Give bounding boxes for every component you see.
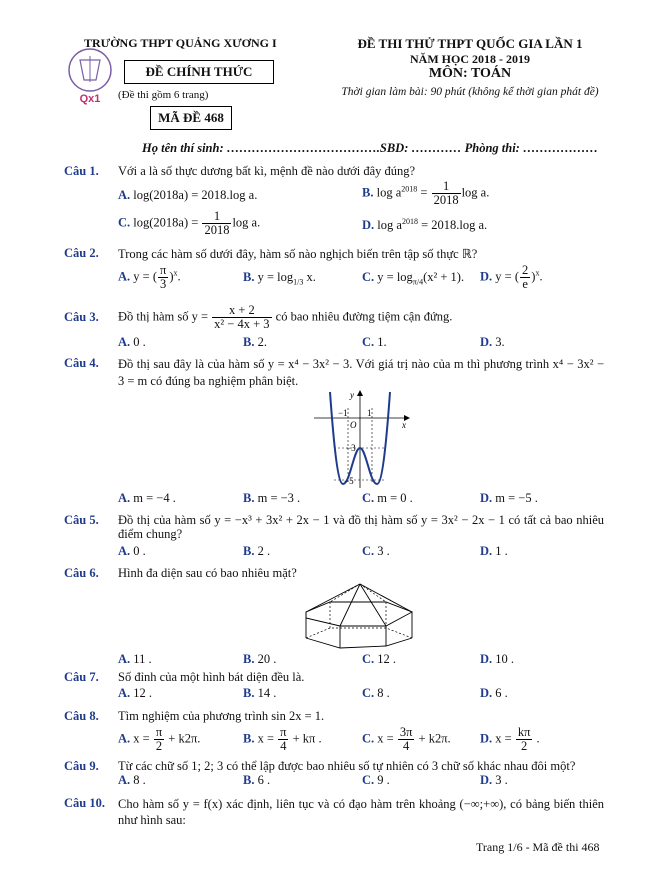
school-logo [64, 46, 116, 106]
q7-option-d[interactable]: D. 6 . [480, 686, 508, 700]
question-text: Cho hàm số y = f(x) xác định, liên tục và có đạo hàm trên khoảng (−∞;+∞), có bảng biến thiên như hình sau: [118, 797, 604, 827]
time-note: Thời gian làm bài: 90 phút (không kể thời gian phát đề) [341, 86, 599, 98]
q5-option-a[interactable]: A. 0 . [118, 544, 146, 558]
school-name: TRƯỜNG THPT QUẢNG XƯƠNG I [84, 36, 277, 50]
logo-text: Qx1 [79, 93, 101, 105]
question-9: Câu 9. Từ các chữ số 1; 2; 3 có thể lập được bao nhiêu số tự nhiên có 3 chữ số khác nhau đôi một? [64, 759, 99, 774]
question-text: Trong các hàm số dưới đây, hàm số nào nghịch biến trên tập số thực ℝ? [118, 247, 478, 261]
question-6: Câu 6. Hình đa diện sau có bao nhiêu mặt? [64, 566, 99, 581]
q3-option-c[interactable]: C. 1. [362, 335, 387, 349]
question-3: Câu 3. Đồ thị hàm số y = $\frac{x + 2}{\text{x² − 4x + 3}}$ có bao nhiêu đường tiệm cận đứng. [64, 303, 453, 332]
q5-option-d[interactable]: D. 1 . [480, 544, 508, 558]
q4-option-c[interactable]: C. m = 0 . [362, 491, 413, 505]
q7-option-c[interactable]: C. 8 . [362, 686, 390, 700]
q5-option-c[interactable]: C. 3 . [362, 544, 390, 558]
q1-option-c[interactable]: C. log(2018a) = $\frac{1}{2018}$ log a. [118, 209, 261, 238]
candidate-line: Họ tên thí sinh: ……………………………….SBD: ………… Phòng thi: ……………… [142, 141, 598, 155]
q2-option-d[interactable]: D. y = ( $\frac{2}{e}$ )$^x$. [480, 263, 543, 292]
q3-option-d[interactable]: D. 3. [480, 335, 505, 349]
question-4: Câu 4. Đồ thị sau đây là của hàm số y = x⁴ − 3x² − 3. Với giá trị nào của m thì phương trình x⁴ − 3x² − 3 = m có đúng ba nghiệm phân biệt. [64, 356, 604, 388]
q3-option-b[interactable]: B. 2. [243, 335, 267, 349]
question-5: Câu 5. Đồ thị của hàm số y = −x³ + 3x² + 2x − 1 và đồ thị hàm số y = 3x² − 2x − 1 có tất cả bao nhiêu điểm chung? [64, 513, 604, 541]
exam-code-box: MÃ ĐỀ 468 [150, 106, 232, 130]
question-text: Đồ thị sau đây là của hàm số y = x⁴ − 3x² − 3. Với giá trị nào của m thì phương trình x⁴ − 3x² − 3 = m có đúng ba nghiệm phân biệt. [118, 357, 604, 388]
question-2: Câu 2. Trong các hàm số dưới đây, hàm số nào nghịch biến trên tập số thực ℝ? [64, 246, 99, 261]
question-text: Đồ thị của hàm số y = −x³ + 3x² + 2x − 1 và đồ thị hàm số y = 3x² − 2x − 1 có tất cả bao nhiêu điểm chung? [118, 513, 604, 541]
q4-option-d[interactable]: D. m = −5 . [480, 491, 538, 505]
quartic-graph [306, 388, 416, 490]
q9-option-b[interactable]: B. 6 . [243, 773, 271, 787]
q2-option-a[interactable]: A. y = ( $\frac{\pi}{3}$ )$^x$. [118, 263, 181, 292]
official-box: ĐỀ CHÍNH THỨC [124, 60, 274, 84]
svg-text:O: O [350, 420, 357, 430]
question-1 [64, 164, 416, 179]
svg-text:−1: −1 [338, 408, 348, 418]
q6-option-c[interactable]: C. 12 . [362, 652, 397, 666]
q4-option-b[interactable]: B. m = −3 . [243, 491, 301, 505]
exam-title: ĐỀ THI THỬ THPT QUỐC GIA LẦN 1 [357, 36, 583, 51]
question-text: Với a là số thực dương bất kì, mệnh đề nào dưới đây đúng? [118, 164, 416, 178]
q8-option-b[interactable]: B. x = $\frac{\pi}{4}$ + kπ . [243, 725, 322, 754]
q6-option-b[interactable]: B. 20 . [243, 652, 277, 666]
q1-option-d[interactable]: D. $\log a^{2018} = 2018.\log$ a. [362, 217, 488, 233]
question-10: Câu 10. Cho hàm số y = f(x) xác định, liên tục và có đạo hàm trên khoảng (−∞;+∞), có bảng biến thiên như hình sau: [64, 796, 604, 827]
q2-option-b[interactable]: B. $y = \log_{1/3} x$. [243, 270, 316, 287]
svg-text:x: x [402, 420, 406, 430]
svg-text:−3: −3 [346, 443, 356, 453]
page-footer: Trang 1/6 - Mã đề thi 468 [476, 840, 600, 854]
subject: MÔN: TOÁN [428, 66, 512, 81]
q1-option-a[interactable]: A. log(2018a) = 2018.log a. [118, 188, 258, 202]
question-text: Từ các chữ số 1; 2; 3 có thể lập được bao nhiêu số tự nhiên có 3 chữ số khác nhau đôi một? [118, 759, 576, 773]
question-text: Hình đa diện sau có bao nhiêu mặt? [118, 566, 297, 580]
school-year: NĂM HỌC 2018 - 2019 [410, 52, 530, 66]
q9-option-c[interactable]: C. 9 . [362, 773, 390, 787]
pages-note: (Đề thi gồm 6 trang) [118, 89, 209, 101]
q4-option-a[interactable]: A. m = −4 . [118, 491, 176, 505]
svg-text:1: 1 [367, 408, 372, 418]
polyhedron-figure [300, 582, 420, 650]
question-text: Số đỉnh của một hình bát diện đều là. [118, 670, 305, 684]
q7-option-b[interactable]: B. 14 . [243, 686, 277, 700]
svg-text:−5: −5 [344, 476, 354, 486]
q2-option-c[interactable]: C. $y = \log_{\pi/4}(x^2 + 1)$. [362, 270, 465, 287]
q1-option-b[interactable]: B. $\log a^{2018}$ = $\frac{1}{2018}$ log a. [362, 179, 490, 208]
q8-option-d[interactable]: D. x = $\frac{k\pi}{2}$ . [480, 725, 540, 754]
q3-option-a[interactable]: A. 0 . [118, 335, 146, 349]
question-text: Tìm nghiệm của phương trình sin 2x = 1. [118, 709, 325, 723]
q7-option-a[interactable]: A. 12 . [118, 686, 153, 700]
question-number: Câu 1. [64, 164, 99, 178]
svg-text:y: y [350, 390, 354, 400]
q8-option-c[interactable]: C. x = $\frac{3\pi}{4}$ + k2π. [362, 725, 451, 754]
q9-option-d[interactable]: D. 3 . [480, 773, 508, 787]
q6-option-d[interactable]: D. 10 . [480, 652, 515, 666]
q9-option-a[interactable]: A. 8 . [118, 773, 146, 787]
question-7: Câu 7. Số đỉnh của một hình bát diện đều là. [64, 670, 99, 685]
q5-option-b[interactable]: B. 2 . [243, 544, 271, 558]
q8-option-a[interactable]: A. x = $\frac{\pi}{2}$ + k2π. [118, 725, 201, 754]
question-8: Câu 8. Tìm nghiệm của phương trình sin 2x = 1. [64, 709, 99, 724]
q6-option-a[interactable]: A. 11 . [118, 652, 152, 666]
